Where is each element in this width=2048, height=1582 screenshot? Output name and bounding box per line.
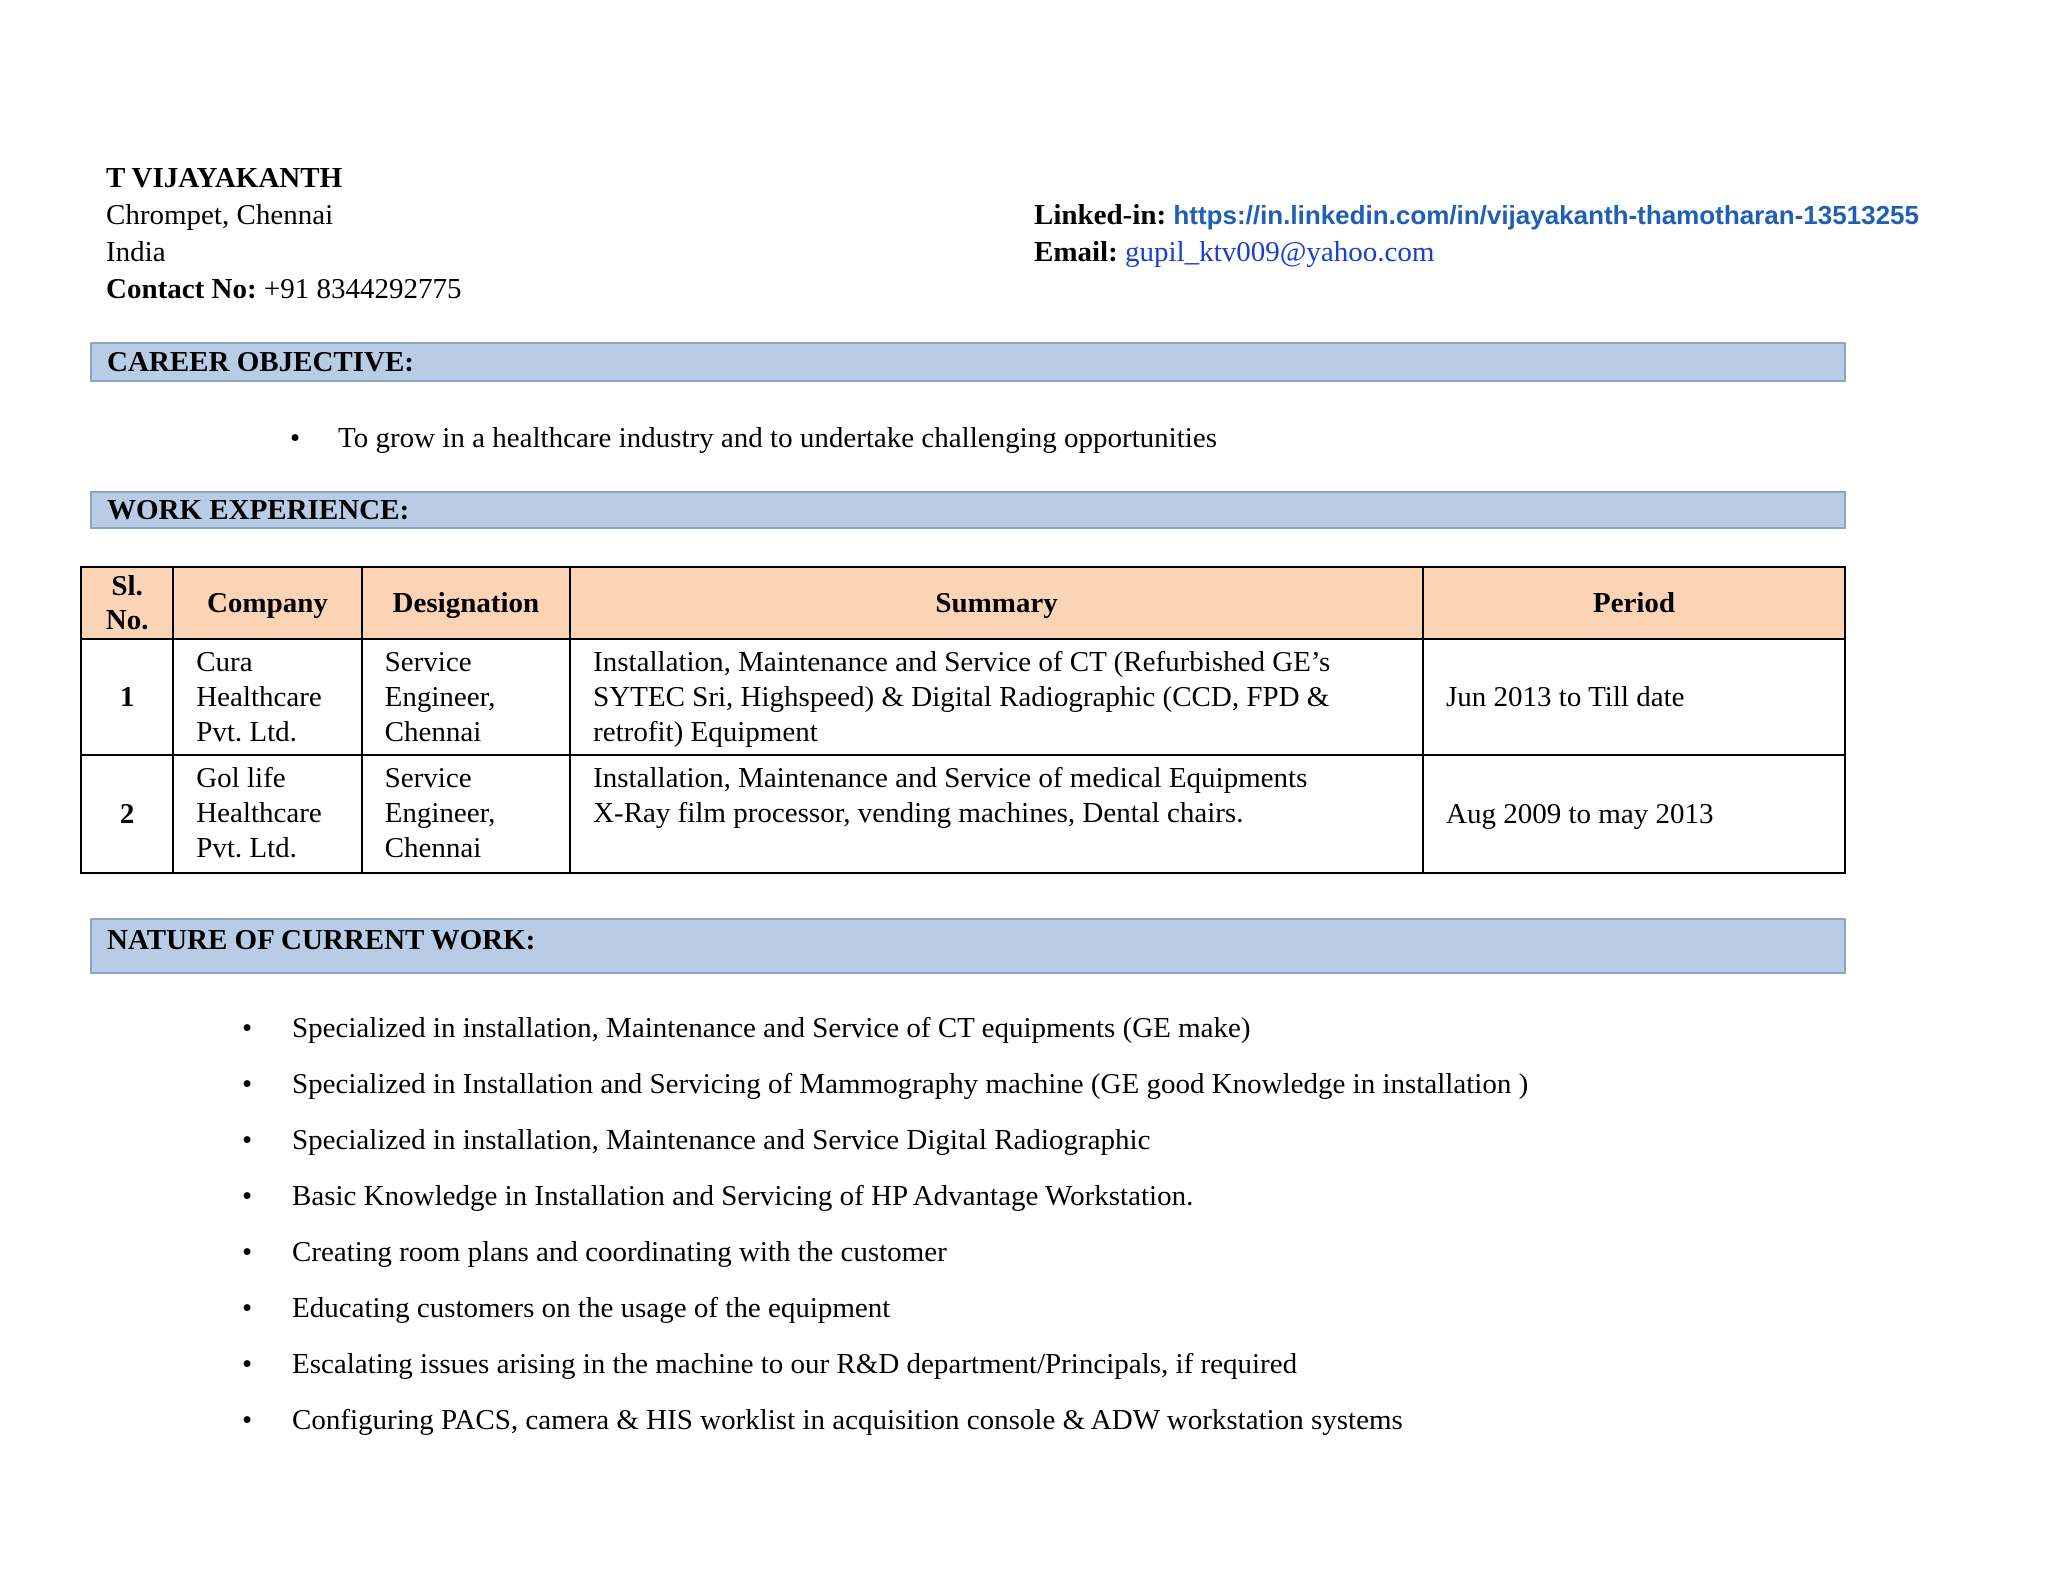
contact-number bbox=[106, 271, 461, 308]
summary-cell: Installation, Maintenance and Service of medical Equipments X-Ray film processor, vending machines, Dental chairs. bbox=[570, 755, 1423, 873]
contact-label: Contact No: bbox=[106, 273, 257, 305]
company-cell: Cura Healthcare Pvt. Ltd. bbox=[173, 639, 361, 755]
header-period: Period bbox=[1423, 567, 1845, 639]
email-row bbox=[1034, 234, 1919, 271]
table-header-row bbox=[81, 567, 1845, 639]
bullet-icon: • bbox=[242, 1236, 253, 1268]
list-item-text: Creating room plans and coordinating with the customer bbox=[292, 1236, 947, 1268]
bullet-icon: • bbox=[242, 1180, 253, 1212]
objective-text: To grow in a healthcare industry and to undertake challenging opportunities bbox=[338, 422, 1217, 454]
period-cell: Jun 2013 to Till date bbox=[1423, 639, 1845, 755]
list-item bbox=[242, 1060, 1528, 1116]
header-sl-no-text: Sl. No. bbox=[105, 570, 149, 636]
list-item-text: Escalating issues arising in the machine to our R&D department/Principals, if required bbox=[292, 1348, 1298, 1380]
table-row bbox=[81, 755, 1845, 873]
list-item-text: Specialized in Installation and Servicing of Mammography machine (GE good Knowledge in installation ) bbox=[292, 1068, 1529, 1100]
period-cell: Aug 2009 to may 2013 bbox=[1423, 755, 1845, 873]
list-item-text: Configuring PACS, camera & HIS worklist in acquisition console & ADW workstation systems bbox=[292, 1404, 1403, 1436]
list-item bbox=[242, 1116, 1528, 1172]
summary-cell: Installation, Maintenance and Service of CT (Refurbished GE’s SYTEC Sri, Highspeed) & Digital Radiographic (CCD, FPD & retrofit) Equipment bbox=[570, 639, 1423, 755]
list-item-text: Basic Knowledge in Installation and Servicing of HP Advantage Workstation. bbox=[292, 1180, 1194, 1212]
email-label: Email: bbox=[1034, 236, 1118, 268]
linkedin-row bbox=[1034, 197, 1919, 234]
bullet-icon: • bbox=[242, 1348, 253, 1380]
list-item-text: Educating customers on the usage of the equipment bbox=[292, 1292, 891, 1324]
header-designation: Designation bbox=[362, 567, 570, 639]
experience-table bbox=[80, 566, 1846, 874]
bullet-icon: • bbox=[242, 1404, 253, 1436]
bullet-icon: • bbox=[290, 422, 301, 454]
list-item bbox=[242, 1228, 1528, 1284]
bullet-icon: • bbox=[242, 1068, 253, 1100]
section-nature-of-work: NATURE OF CURRENT WORK: bbox=[90, 918, 1846, 974]
list-item-text: Specialized in installation, Maintenance and Service Digital Radiographic bbox=[292, 1124, 1151, 1156]
header-sl-no bbox=[81, 567, 173, 639]
header-summary: Summary bbox=[570, 567, 1423, 639]
row-number: 1 bbox=[81, 639, 173, 755]
header-company: Company bbox=[173, 567, 361, 639]
list-item bbox=[242, 1340, 1528, 1396]
contact-value: +91 8344292775 bbox=[263, 273, 462, 305]
section-career-objective: CAREER OBJECTIVE: bbox=[90, 342, 1846, 382]
list-item bbox=[242, 1172, 1528, 1228]
designation-cell: Service Engineer, Chennai bbox=[362, 755, 570, 873]
section-work-experience: WORK EXPERIENCE: bbox=[90, 491, 1846, 529]
online-contact-block bbox=[1034, 197, 1919, 271]
address-line-1: Chrompet, Chennai bbox=[106, 199, 334, 231]
list-item-text: Specialized in installation, Maintenance and Service of CT equipments (GE make) bbox=[292, 1012, 1251, 1044]
linkedin-link[interactable]: https://in.linkedin.com/in/vijayakanth-thamotharan-13513255 bbox=[1173, 200, 1919, 230]
linkedin-label: Linked-in: bbox=[1034, 199, 1167, 231]
contact-block bbox=[106, 160, 461, 308]
table-row bbox=[81, 639, 1845, 755]
bullet-icon: • bbox=[242, 1012, 253, 1044]
address-line-2: India bbox=[106, 236, 166, 268]
list-item bbox=[242, 1004, 1528, 1060]
list-item bbox=[242, 1396, 1528, 1452]
designation-cell: Service Engineer, Chennai bbox=[362, 639, 570, 755]
bullet-icon: • bbox=[242, 1292, 253, 1324]
nature-of-work-list bbox=[242, 1004, 1528, 1452]
list-item bbox=[242, 1284, 1528, 1340]
candidate-name: T VIJAYAKANTH bbox=[106, 162, 343, 194]
company-cell: Gol life Healthcare Pvt. Ltd. bbox=[173, 755, 361, 873]
objective-item bbox=[290, 420, 1217, 456]
row-number: 2 bbox=[81, 755, 173, 873]
email-link[interactable]: gupil_ktv009@yahoo.com bbox=[1125, 236, 1435, 268]
bullet-icon: • bbox=[242, 1124, 253, 1156]
